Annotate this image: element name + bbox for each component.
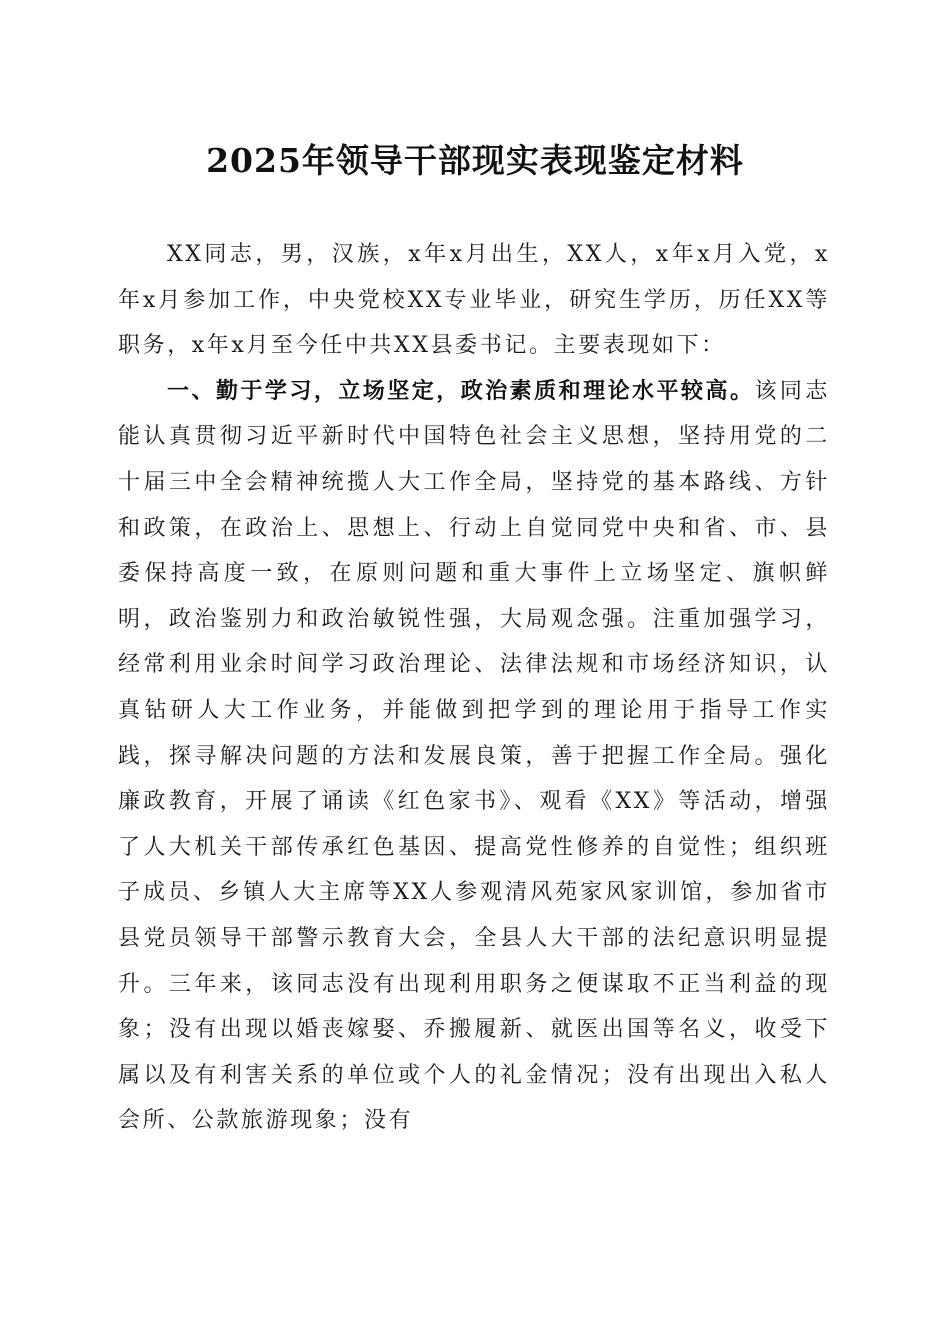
document-body — [118, 232, 830, 1144]
intro-paragraph: XX同志，男，汉族，x年x月出生，XX人，x年x月入党，x年x月参加工作，中央党校XX专业毕业，研究生学历，历任XX等职务，x年x月至今任中共XX县委书记。主要表现如下： — [118, 242, 830, 359]
section-1-body: 该同志能认真贯彻习近平新时代中国特色社会主义思想，坚持用党的二十届三中全会精神统揽人大工作全局，坚持党的基本路线、方针和政策，在政治上、思想上、行动上自觉同党中央和省、市、县委保持高度一致，在原则问题和重大事件上立场坚定、旗帜鲜明，政治鉴别力和政治敏锐性强，大局观念强。注重加强学习，经常利用业余时间学习政治理论、法律法规和市场经济知识，认真钻研人大工作业务，并能做到把学到的理论用于指导工作实践，探寻解决问题的方法和发展良策，善于把握工作全局。强化廉政教育，开展了诵读《红色家书》、观看《XX》等活动，增强了人大机关干部传承红色基因、提高党性修养的自觉性；组织班子成员、乡镇人大主席等XX人参观清风苑家风家训馆，参加省市县党员领导干部警示教育大会，全县人大干部的法纪意识明显提升。三年来，该同志没有出现利用职务之便谋取不正当利益的现象；没有出现以婚丧嫁娶、乔搬履新、就医出国等名义，收受下属以及有利害关系的单位或个人的礼金情况；没有出现出入私人会所、公款旅游现象；没有 — [118, 378, 830, 1134]
section-1-paragraph — [118, 369, 830, 1144]
document-title: 2025年领导干部现实表现鉴定材料 — [206, 141, 744, 180]
section-1-heading: 一、勤于学习，立场坚定，政治素质和理论水平较高。 — [167, 378, 755, 404]
